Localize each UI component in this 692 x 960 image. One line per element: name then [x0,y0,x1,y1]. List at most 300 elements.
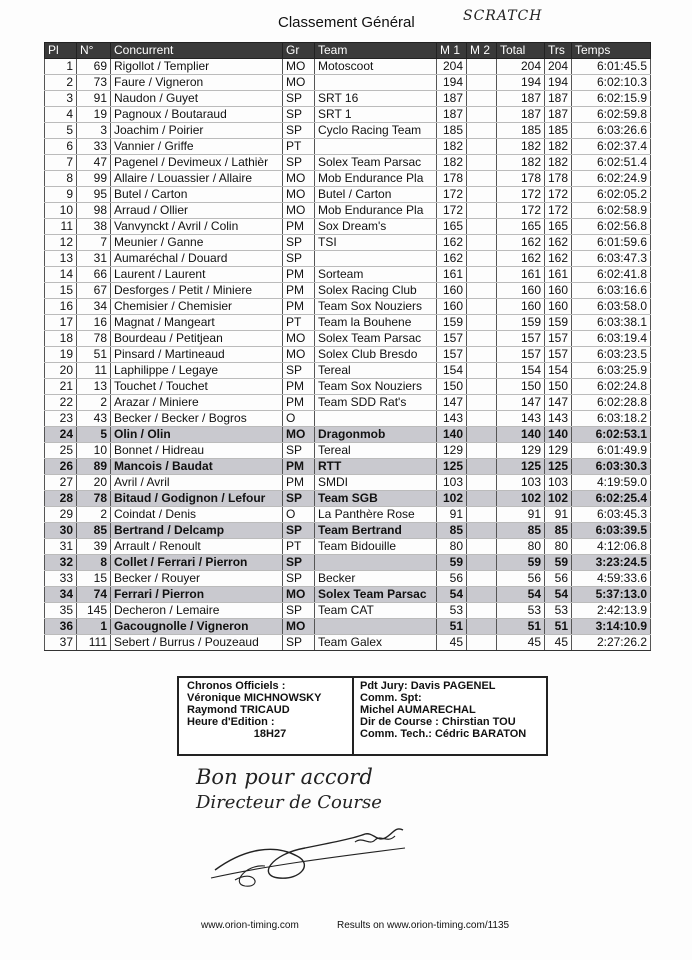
col-header-team: Team [315,43,437,59]
table-row [45,171,651,187]
cell-time: 6:01:49.9 [572,443,651,459]
cell-time: 6:02:59.8 [572,107,651,123]
cell-number: 10 [77,443,111,459]
cell-m2 [467,411,497,427]
cell-laps: 102 [545,491,572,507]
cell-m1: 45 [437,635,467,651]
cell-group: MO [283,331,315,347]
table-row [45,235,651,251]
cell-m2 [467,283,497,299]
cell-m1: 143 [437,411,467,427]
cell-m2 [467,603,497,619]
cell-total: 187 [497,91,545,107]
cell-group: PM [283,379,315,395]
cell-laps: 182 [545,139,572,155]
cell-place: 8 [45,171,77,187]
cell-group: PM [283,219,315,235]
table-row [45,571,651,587]
cell-competitor: Pagenel / Devimeux / Lathièr [111,155,283,171]
cell-m1: 172 [437,203,467,219]
signature-icon [205,808,425,893]
header-row [45,43,651,59]
col-header-group: Gr [283,43,315,59]
cell-place: 18 [45,331,77,347]
cell-m2 [467,475,497,491]
cell-competitor: Vannier / Griffe [111,139,283,155]
table-row [45,395,651,411]
cell-team: Solex Team Parsac [315,155,437,171]
cell-place: 15 [45,283,77,299]
cell-m1: 162 [437,235,467,251]
cell-team: Solex Team Parsac [315,331,437,347]
cell-m2 [467,379,497,395]
cell-team: SRT 1 [315,107,437,123]
cell-team [315,139,437,155]
cell-competitor: Arrault / Renoult [111,539,283,555]
cell-competitor: Butel / Carton [111,187,283,203]
cell-competitor: Decheron / Lemaire [111,603,283,619]
table-row [45,251,651,267]
cell-m1: 157 [437,331,467,347]
cell-m2 [467,59,497,75]
cell-time: 6:03:16.6 [572,283,651,299]
cell-place: 16 [45,299,77,315]
cell-time: 4:12:06.8 [572,539,651,555]
table-row [45,187,651,203]
cell-m2 [467,91,497,107]
cell-laps: 56 [545,571,572,587]
cell-place: 23 [45,411,77,427]
cell-laps: 172 [545,203,572,219]
cell-total: 53 [497,603,545,619]
cell-laps: 159 [545,315,572,331]
cell-place: 20 [45,363,77,379]
cell-number: 31 [77,251,111,267]
cell-group: MO [283,171,315,187]
cell-number: 15 [77,571,111,587]
cell-number: 74 [77,587,111,603]
cell-team: La Panthère Rose [315,507,437,523]
cell-time: 6:02:24.8 [572,379,651,395]
cell-team: Sorteam [315,267,437,283]
cell-competitor: Pagnoux / Boutaraud [111,107,283,123]
cell-group: PM [283,283,315,299]
cell-m2 [467,539,497,555]
cell-m2 [467,619,497,635]
cell-laps: 103 [545,475,572,491]
cell-time: 6:03:45.3 [572,507,651,523]
cell-total: 143 [497,411,545,427]
cell-place: 14 [45,267,77,283]
cell-time: 6:03:39.5 [572,523,651,539]
cell-m1: 187 [437,107,467,123]
cell-time: 6:03:58.0 [572,299,651,315]
cell-time: 6:03:30.3 [572,459,651,475]
cell-number: 67 [77,283,111,299]
cell-group: O [283,411,315,427]
cell-competitor: Allaire / Louassier / Allaire [111,171,283,187]
cell-total: 165 [497,219,545,235]
cell-competitor: Pinsard / Martineaud [111,347,283,363]
cell-group: SP [283,107,315,123]
cell-team: Mob Endurance Pla [315,203,437,219]
cell-team: Team CAT [315,603,437,619]
cell-m1: 80 [437,539,467,555]
table-row [45,427,651,443]
cell-group: PM [283,459,315,475]
jury-line-2: Comm. Spt: [360,692,422,704]
table-row [45,299,651,315]
cell-number: 7 [77,235,111,251]
cell-time: 6:02:24.9 [572,171,651,187]
jury-line-3: Michel AUMARECHAL [360,704,476,716]
cell-competitor: Bonnet / Hidreau [111,443,283,459]
cell-m1: 172 [437,187,467,203]
table-row [45,555,651,571]
col-header-m2: M 2 [467,43,497,59]
cell-m1: 129 [437,443,467,459]
cell-m1: 53 [437,603,467,619]
cell-total: 162 [497,235,545,251]
cell-place: 13 [45,251,77,267]
cell-laps: 53 [545,603,572,619]
jury-line-1: Pdt Jury: Davis PAGENEL [360,680,496,692]
cell-m1: 185 [437,123,467,139]
cell-group: PM [283,267,315,283]
cell-place: 1 [45,59,77,75]
cell-place: 32 [45,555,77,571]
cell-m1: 51 [437,619,467,635]
cell-m1: 59 [437,555,467,571]
cell-time: 6:03:25.9 [572,363,651,379]
cell-group: PT [283,315,315,331]
table-row [45,379,651,395]
cell-total: 125 [497,459,545,475]
cell-laps: 140 [545,427,572,443]
cell-place: 3 [45,91,77,107]
table-row [45,123,651,139]
cell-m2 [467,107,497,123]
cell-laps: 204 [545,59,572,75]
cell-number: 98 [77,203,111,219]
cell-time: 2:27:26.2 [572,635,651,651]
cell-time: 6:02:37.4 [572,139,651,155]
cell-m1: 147 [437,395,467,411]
cell-number: 73 [77,75,111,91]
cell-place: 30 [45,523,77,539]
cell-competitor: Desforges / Petit / Miniere [111,283,283,299]
cell-place: 37 [45,635,77,651]
cell-time: 6:02:53.1 [572,427,651,443]
cell-group: SP [283,363,315,379]
cell-time: 6:02:25.4 [572,491,651,507]
cell-time: 3:14:10.9 [572,619,651,635]
table-row [45,603,651,619]
cell-competitor: Gacougnolle / Vigneron [111,619,283,635]
cell-group: SP [283,603,315,619]
table-row [45,331,651,347]
cell-m1: 165 [437,219,467,235]
table-row [45,475,651,491]
cell-number: 51 [77,347,111,363]
cell-time: 6:03:47.3 [572,251,651,267]
jury-box [352,676,548,756]
cell-total: 162 [497,251,545,267]
cell-competitor: Sebert / Burrus / Pouzeaud [111,635,283,651]
cell-total: 54 [497,587,545,603]
cell-time: 6:03:23.5 [572,347,651,363]
cell-m2 [467,315,497,331]
cell-m2 [467,267,497,283]
table-row [45,267,651,283]
cell-m2 [467,459,497,475]
cell-m1: 160 [437,299,467,315]
cell-m2 [467,347,497,363]
cell-laps: 165 [545,219,572,235]
cell-total: 51 [497,619,545,635]
cell-number: 19 [77,107,111,123]
cell-place: 22 [45,395,77,411]
cell-place: 26 [45,459,77,475]
cell-laps: 125 [545,459,572,475]
cell-total: 178 [497,171,545,187]
cell-team: Tereal [315,443,437,459]
cell-place: 6 [45,139,77,155]
cell-number: 33 [77,139,111,155]
cell-competitor: Laurent / Laurent [111,267,283,283]
cell-group: SP [283,91,315,107]
cell-m2 [467,187,497,203]
cell-m1: 160 [437,283,467,299]
cell-laps: 187 [545,91,572,107]
cell-time: 5:37:13.0 [572,587,651,603]
cell-time: 2:42:13.9 [572,603,651,619]
footer-results-link[interactable]: Results on www.orion-timing.com/1135 [337,920,510,931]
cell-competitor: Coindat / Denis [111,507,283,523]
cell-m1: 56 [437,571,467,587]
officials-box [177,676,363,756]
cell-time: 4:19:59.0 [572,475,651,491]
cell-laps: 187 [545,107,572,123]
cell-m2 [467,299,497,315]
cell-competitor: Bourdeau / Petitjean [111,331,283,347]
cell-time: 6:02:41.8 [572,267,651,283]
cell-competitor: Faure / Vigneron [111,75,283,91]
cell-total: 182 [497,155,545,171]
cell-place: 34 [45,587,77,603]
col-header-competitor: Concurrent [111,43,283,59]
footer-website-link[interactable]: www.orion-timing.com [201,920,299,931]
cell-group: MO [283,187,315,203]
cell-m1: 140 [437,427,467,443]
cell-place: 24 [45,427,77,443]
officials-line-3: Raymond TRICAUD [187,704,290,716]
cell-total: 91 [497,507,545,523]
cell-team: Motoscoot [315,59,437,75]
cell-m1: 204 [437,59,467,75]
cell-m2 [467,219,497,235]
cell-laps: 161 [545,267,572,283]
cell-total: 161 [497,267,545,283]
cell-team: Mob Endurance Pla [315,171,437,187]
cell-competitor: Becker / Becker / Bogros [111,411,283,427]
cell-team [315,411,437,427]
cell-team: Becker [315,571,437,587]
cell-laps: 194 [545,75,572,91]
cell-group: MO [283,619,315,635]
page-title: Classement Général [278,14,415,31]
cell-m2 [467,571,497,587]
cell-m1: 161 [437,267,467,283]
cell-m2 [467,555,497,571]
cell-group: SP [283,155,315,171]
cell-laps: 160 [545,299,572,315]
cell-place: 27 [45,475,77,491]
cell-total: 56 [497,571,545,587]
table-row [45,619,651,635]
cell-number: 78 [77,491,111,507]
cell-team: Team Galex [315,635,437,651]
cell-total: 140 [497,427,545,443]
officials-line-2: Véronique MICHNOWSKY [187,692,322,704]
cell-competitor: Vanvynckt / Avril / Colin [111,219,283,235]
cell-time: 6:01:59.6 [572,235,651,251]
cell-time: 3:23:24.5 [572,555,651,571]
cell-number: 43 [77,411,111,427]
cell-total: 172 [497,187,545,203]
cell-m1: 91 [437,507,467,523]
cell-number: 111 [77,635,111,651]
cell-m2 [467,235,497,251]
cell-competitor: Chemisier / Chemisier [111,299,283,315]
table-row [45,283,651,299]
cell-number: 34 [77,299,111,315]
table-row [45,443,651,459]
cell-number: 13 [77,379,111,395]
cell-place: 19 [45,347,77,363]
cell-m2 [467,443,497,459]
officials-line-1: Chronos Officiels : [187,680,286,692]
table-row [45,587,651,603]
cell-place: 36 [45,619,77,635]
cell-laps: 172 [545,187,572,203]
cell-place: 5 [45,123,77,139]
cell-laps: 182 [545,155,572,171]
cell-competitor: Avril / Avril [111,475,283,491]
cell-m1: 178 [437,171,467,187]
cell-total: 154 [497,363,545,379]
cell-m2 [467,491,497,507]
cell-total: 157 [497,331,545,347]
col-header-m1: M 1 [437,43,467,59]
cell-number: 78 [77,331,111,347]
cell-place: 10 [45,203,77,219]
cell-team: SMDI [315,475,437,491]
cell-competitor: Touchet / Touchet [111,379,283,395]
officials-line-4: Heure d'Edition : [187,716,275,728]
cell-number: 99 [77,171,111,187]
cell-team: Team Bidouille [315,539,437,555]
cell-m2 [467,427,497,443]
cell-m2 [467,331,497,347]
table-row [45,59,651,75]
jury-line-5: Comm. Tech.: Cédric BARATON [360,728,527,740]
cell-team: Team SDD Rat's [315,395,437,411]
cell-team [315,75,437,91]
cell-m1: 102 [437,491,467,507]
table-row [45,523,651,539]
cell-group: SP [283,235,315,251]
table-row [45,203,651,219]
cell-laps: 157 [545,331,572,347]
cell-laps: 157 [545,347,572,363]
col-header-laps: Trs [545,43,572,59]
cell-number: 89 [77,459,111,475]
cell-time: 6:02:10.3 [572,75,651,91]
cell-group: MO [283,347,315,363]
cell-place: 9 [45,187,77,203]
cell-m1: 150 [437,379,467,395]
cell-total: 204 [497,59,545,75]
cell-m1: 125 [437,459,467,475]
cell-competitor: Aumaréchal / Douard [111,251,283,267]
cell-place: 29 [45,507,77,523]
cell-total: 150 [497,379,545,395]
cell-laps: 178 [545,171,572,187]
cell-total: 59 [497,555,545,571]
cell-number: 66 [77,267,111,283]
cell-number: 2 [77,395,111,411]
cell-m1: 103 [437,475,467,491]
cell-place: 7 [45,155,77,171]
cell-m2 [467,171,497,187]
cell-number: 95 [77,187,111,203]
cell-group: SP [283,491,315,507]
table-row [45,507,651,523]
cell-group: MO [283,75,315,91]
cell-competitor: Ferrari / Pierron [111,587,283,603]
cell-competitor: Magnat / Mangeart [111,315,283,331]
cell-team: Team SGB [315,491,437,507]
cell-m1: 159 [437,315,467,331]
cell-group: PT [283,139,315,155]
cell-m1: 194 [437,75,467,91]
cell-number: 39 [77,539,111,555]
scratch-stamp: SCRATCH [463,8,543,24]
table-row [45,411,651,427]
cell-competitor: Naudon / Guyet [111,91,283,107]
cell-m2 [467,251,497,267]
cell-competitor: Mancois / Baudat [111,459,283,475]
cell-team: Cyclo Racing Team [315,123,437,139]
cell-team [315,555,437,571]
cell-m1: 162 [437,251,467,267]
cell-time: 6:02:15.9 [572,91,651,107]
cell-number: 5 [77,427,111,443]
cell-place: 12 [45,235,77,251]
cell-place: 25 [45,443,77,459]
cell-total: 103 [497,475,545,491]
cell-competitor: Joachim / Poirier [111,123,283,139]
handwritten-approval: Bon pour accord [196,765,373,789]
cell-competitor: Meunier / Ganne [111,235,283,251]
cell-total: 182 [497,139,545,155]
cell-group: SP [283,123,315,139]
cell-number: 20 [77,475,111,491]
cell-team: Solex Racing Club [315,283,437,299]
cell-total: 45 [497,635,545,651]
cell-team: Team Sox Nouziers [315,299,437,315]
